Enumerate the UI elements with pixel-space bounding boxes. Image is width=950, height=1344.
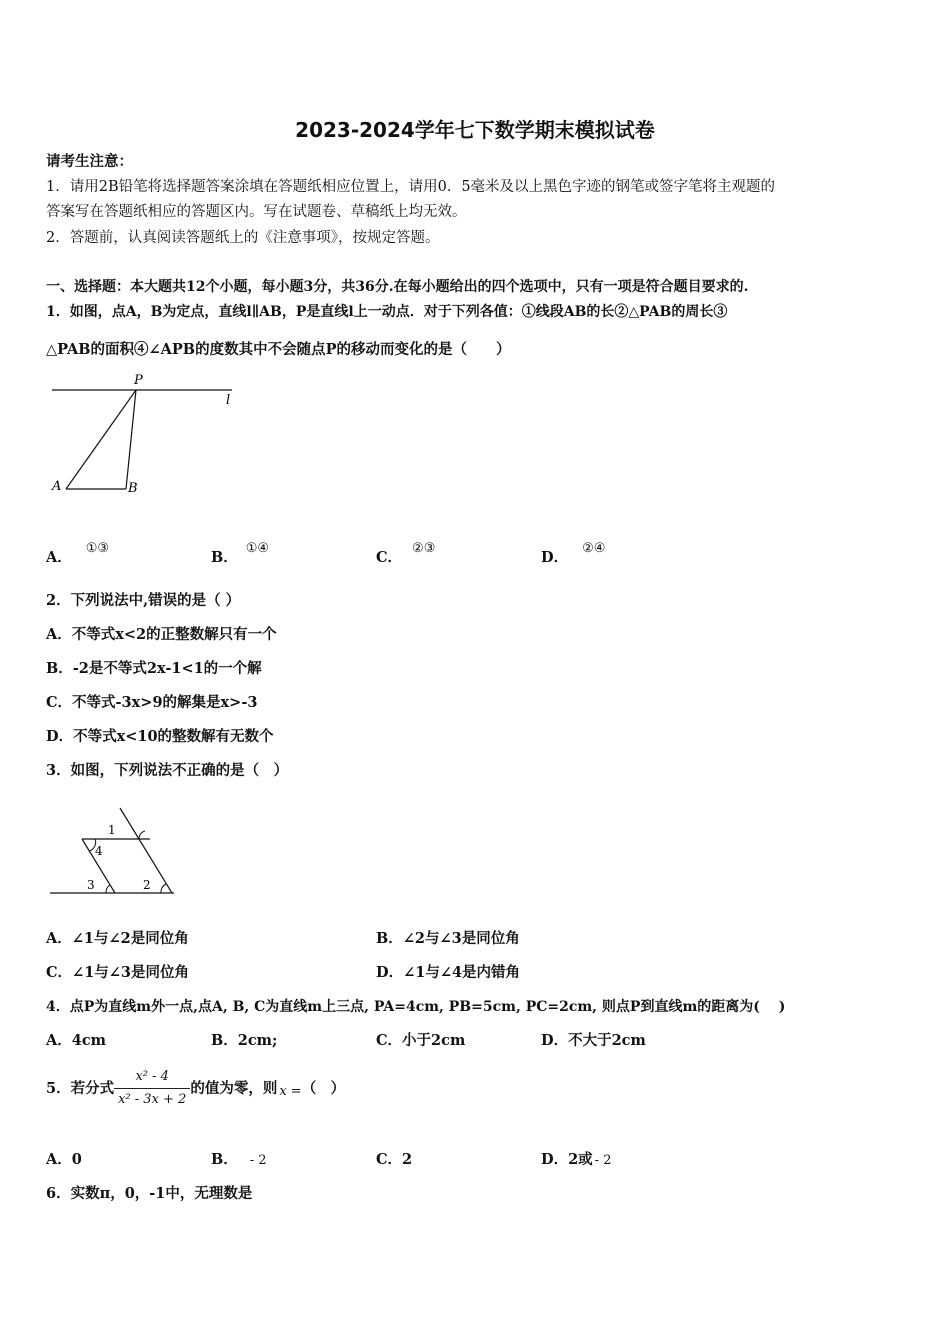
option-value: - 2: [249, 1153, 267, 1168]
q5-fraction: [114, 1066, 190, 1111]
q5-option-a[interactable]: [46, 1150, 82, 1170]
notice-line-1: 1．请用2B铅笔将选择题答案涂填在答题纸相应位置上，请用0．5毫米及以上黑色字迹的钢笔或签字笔将主观题的: [46, 179, 776, 195]
angle-label-1: 1: [108, 823, 116, 837]
q2-option-d[interactable]: D．不等式x<10的整数解有无数个: [46, 728, 274, 745]
q1-figure: [46, 368, 246, 498]
option-label: C．: [376, 549, 403, 566]
arc-3: [106, 885, 110, 893]
q4-option-b[interactable]: B．2cm;: [211, 1032, 278, 1049]
q4-option-c[interactable]: C．小于2cm: [376, 1032, 466, 1049]
page-title: 2023-2024学年七下数学期末模拟试卷: [295, 118, 655, 142]
q2-stem: 2．下列说法中,错误的是（ ）: [46, 592, 241, 609]
q2-option-c[interactable]: C．不等式-3x>9的解集是x>-3: [46, 694, 258, 711]
q3-option-d[interactable]: D．∠1与∠4是内错角: [376, 964, 521, 981]
option-value: ①③: [85, 541, 110, 556]
option-label: D．2或: [541, 1151, 593, 1168]
option-value: ①④: [245, 541, 270, 556]
label-b: B: [128, 481, 138, 496]
q1-option-b[interactable]: [211, 536, 270, 566]
q6-stem: 6．实数π，0，-1中，无理数是: [46, 1185, 253, 1202]
q3-option-b[interactable]: B．∠2与∠3是同位角: [376, 930, 520, 947]
option-value: ②③: [412, 541, 436, 556]
q5-option-b[interactable]: [211, 1150, 267, 1171]
q5-suffix: （ ）: [301, 1079, 346, 1097]
q5-prefix: 5．若分式: [46, 1079, 115, 1097]
option-label: B．: [211, 549, 238, 566]
q5-stem: [46, 1066, 345, 1111]
angle-label-2: 2: [143, 878, 151, 892]
q5-variable: x =: [279, 1083, 302, 1099]
q5-option-d[interactable]: [541, 1150, 611, 1171]
label-p: P: [134, 373, 143, 388]
q5-option-c[interactable]: [376, 1150, 412, 1170]
q3-option-a[interactable]: A．∠1与∠2是同位角: [46, 930, 189, 947]
q1-stem-line-2: △PAB的面积④∠APB的度数其中不会随点P的移动而变化的是（ ）: [46, 341, 511, 358]
q4-option-d[interactable]: D．不大于2cm: [541, 1032, 646, 1049]
q2-option-a[interactable]: A．不等式x<2的正整数解只有一个: [46, 626, 277, 643]
option-label: C．2: [376, 1151, 413, 1168]
angle-label-4: 4: [95, 844, 103, 858]
q2-option-b[interactable]: B．-2是不等式2x-1<1的一个解: [46, 660, 262, 677]
q4-stem: 4．点P为直线m外一点,点A, B, C为直线m上三点, PA=4cm, PB=5cm, PC=2cm, 则点P到直线m的距离为( ): [46, 999, 786, 1015]
arc-2: [161, 884, 166, 893]
option-label: D．: [541, 549, 569, 566]
angle-label-3: 3: [87, 878, 95, 892]
option-value: - 2: [594, 1153, 612, 1168]
segment-pa: [66, 390, 136, 489]
segment-pb: [126, 390, 136, 489]
q1-option-d[interactable]: [541, 536, 606, 566]
notice-heading: 请考生注意：: [46, 153, 133, 170]
q5-middle: 的值为零，则: [190, 1079, 278, 1097]
label-a: A: [52, 479, 62, 494]
option-label: A．: [46, 549, 72, 566]
q1-option-a[interactable]: [46, 536, 110, 566]
q5-numerator: x² - 4: [114, 1066, 190, 1089]
q3-option-c[interactable]: C．∠1与∠3是同位角: [46, 964, 190, 981]
q1-option-c[interactable]: [376, 536, 436, 566]
q5-denominator: x² - 3x + 2: [118, 1092, 187, 1107]
section-heading: 一、选择题：本大题共12个小题，每小题3分，共36分.在每小题给出的四个选项中，只有一项是符合题目要求的.: [46, 279, 749, 295]
option-label: B．: [211, 1151, 238, 1168]
notice-line-3: 2．答题前，认真阅读答题纸上的《注意事项》，按规定答题。: [46, 230, 440, 246]
q4-option-a[interactable]: A．4cm: [46, 1032, 107, 1049]
notice-line-2: 答案写在答题纸相应的答题区内。写在试题卷、草稿纸上均无效。: [46, 204, 467, 220]
arc-1: [139, 831, 145, 839]
q1-stem-line-1: 1．如图，点A，B为定点，直线l∥AB，P是直线l上一动点．对于下列各值：①线段AB的长②△PAB的周长③: [46, 304, 728, 320]
q3-stem: 3．如图，下列说法不正确的是（ ）: [46, 762, 289, 779]
label-l: l: [226, 393, 231, 408]
q3-figure: [46, 800, 191, 905]
option-label: A．0: [46, 1151, 82, 1168]
option-value: ②④: [582, 541, 606, 556]
